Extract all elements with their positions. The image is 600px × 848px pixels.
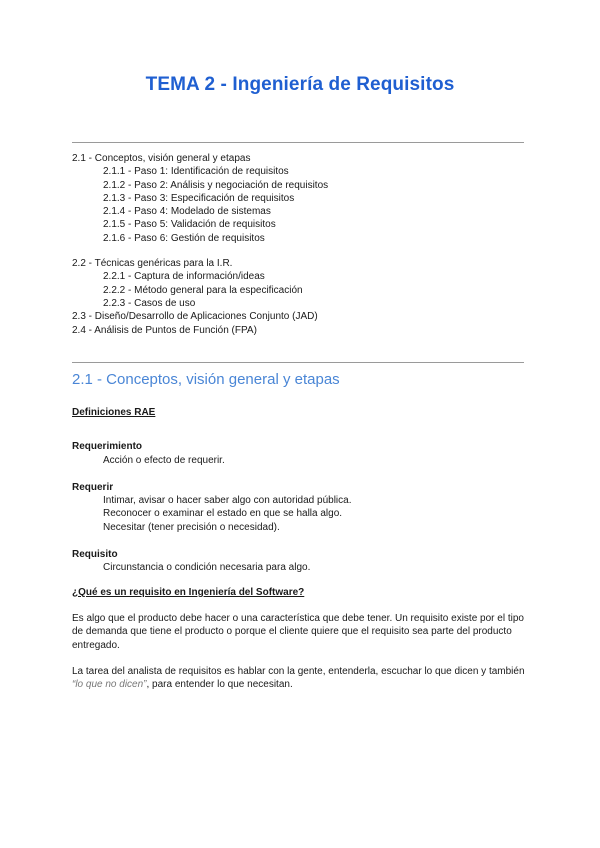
paragraph-analyst-end: , para entender lo que necesitan. <box>146 679 293 691</box>
term-requerir: Requerir <box>72 481 114 493</box>
toc-item-2-1-4: 2.1.4 - Paso 4: Modelado de sistemas <box>103 206 271 218</box>
paragraph-definition: Es algo que el producto debe hacer o una característica que debe tener. Un requisito existe por el tipo de demanda que tiene el producto o porque el cliente quiere que el requisito sea parte del producto entregado. <box>72 612 524 651</box>
toc-item-2-1-5: 2.1.5 - Paso 5: Validación de requisitos <box>103 219 276 231</box>
toc-item-2-2: 2.2 - Técnicas genéricas para la I.R. <box>72 258 233 270</box>
section-body <box>72 406 528 691</box>
definition-requerir-3: Necesitar (tener precisión o necesidad). <box>103 521 280 533</box>
paragraph-analyst-start: La tarea del analista de requisitos es hablar con la gente, entenderla, escuchar lo que dicen y también <box>72 665 525 677</box>
definitions-title: Definiciones RAE <box>72 407 156 418</box>
question-heading: ¿Qué es un requisito en Ingeniería del Software? <box>72 586 305 598</box>
term-requerimiento: Requerimiento <box>72 441 143 453</box>
term-requisito: Requisito <box>72 549 118 561</box>
definition-requerir-1: Intimar, avisar o hacer saber algo con autoridad pública. <box>103 495 352 507</box>
paragraph-analyst-quote: “lo que no dicen” <box>72 679 147 691</box>
toc-item-2-1-3: 2.1.3 - Paso 3: Especificación de requisitos <box>103 192 295 204</box>
toc-item-2-1-2: 2.1.2 - Paso 2: Análisis y negociación de requisitos <box>103 179 329 191</box>
table-of-contents <box>72 152 532 337</box>
toc-item-2-2-3: 2.2.3 - Casos de uso <box>103 297 196 309</box>
paragraph-analyst <box>72 665 528 692</box>
definition-requerir-2: Reconocer o examinar el estado en que se halla algo. <box>103 508 343 520</box>
toc-item-2-1-1: 2.1.1 - Paso 1: Identificación de requisitos <box>103 166 289 178</box>
toc-spacer <box>72 245 532 257</box>
toc-item-2-2-1: 2.2.1 - Captura de información/ideas <box>103 271 265 283</box>
section-heading: 2.1 - Conceptos, visión general y etapas <box>72 371 340 388</box>
toc-item-2-3: 2.3 - Diseño/Desarrollo de Aplicaciones Conjunto (JAD) <box>72 311 318 323</box>
definition-requisito: Circunstancia o condición necesaria para algo. <box>103 562 311 574</box>
toc-item-2-2-2: 2.2.2 - Método general para la especificación <box>103 284 303 296</box>
document-title: TEMA 2 - Ingeniería de Requisitos <box>145 74 455 95</box>
toc-item-2-1-6: 2.1.6 - Paso 6: Gestión de requisitos <box>103 232 265 244</box>
divider-section <box>72 362 524 363</box>
definition-requerimiento: Acción o efecto de requerir. <box>103 454 225 466</box>
divider-top <box>72 142 524 143</box>
toc-item-2-4: 2.4 - Análisis de Puntos de Función (FPA) <box>72 324 257 336</box>
toc-item-2-1: 2.1 - Conceptos, visión general y etapas <box>72 153 251 164</box>
